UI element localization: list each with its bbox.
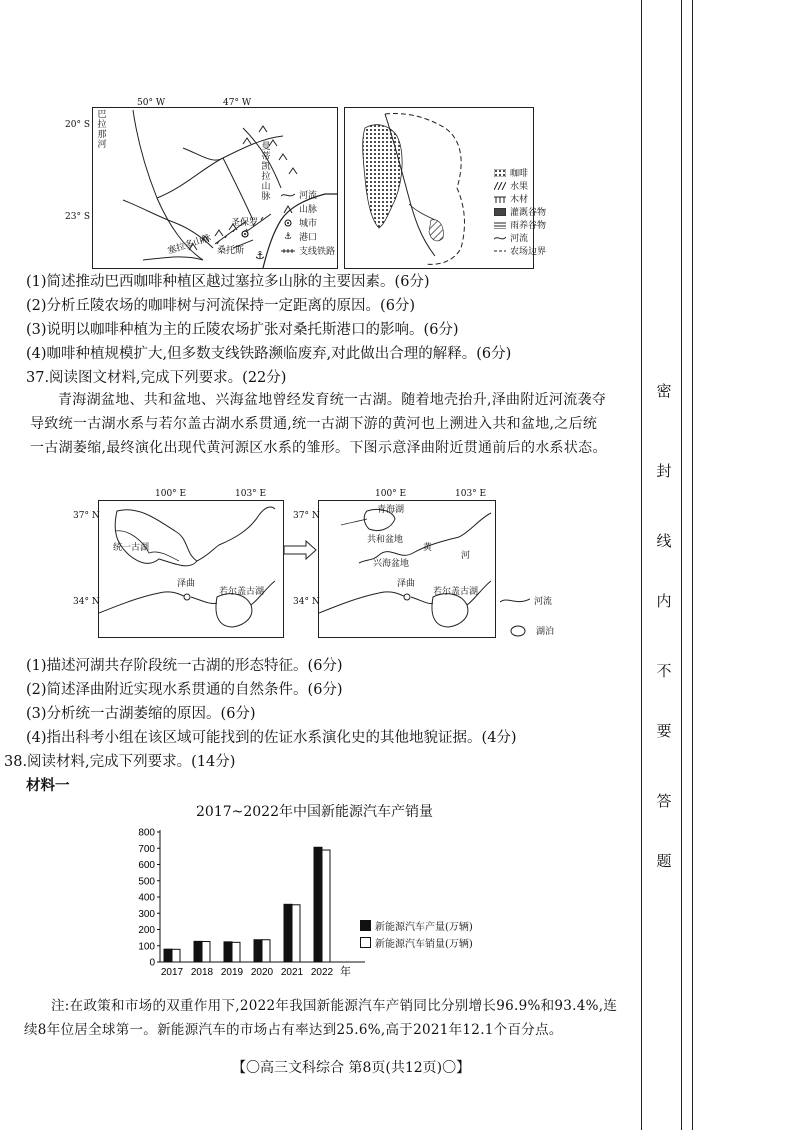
q36-question-2: (2)分析丘陵农场的咖啡树与河流保持一定距离的原因。(6分) bbox=[26, 298, 416, 314]
lake-outline-icon bbox=[510, 625, 526, 637]
q37-question-4: (4)指出科考小组在该区域可能找到的佐证水系演化史的其他地貌证据。(4分) bbox=[26, 730, 517, 746]
q36-question-1: (1)简述推动巴西咖啡种植区越过塞拉多山脉的主要因素。(6分) bbox=[26, 274, 430, 290]
chart-title: 2017~2022年中国新能源汽车产销量 bbox=[196, 804, 433, 820]
bar-production-2017 bbox=[164, 949, 172, 962]
legend-sales: 新能源汽车销量(万辆) bbox=[360, 935, 473, 950]
map1-lon2: 47° W bbox=[223, 98, 252, 108]
legend-timber: 木材 bbox=[494, 192, 528, 205]
y-tick-label: 100 bbox=[138, 941, 155, 953]
seal-char: 题 bbox=[656, 852, 672, 870]
after-lat1: 37° N bbox=[293, 511, 320, 521]
before-lat1: 37° N bbox=[73, 511, 100, 521]
after-lat2: 34° N bbox=[293, 597, 320, 607]
y-tick-label: 400 bbox=[138, 892, 155, 904]
after-lon1: 100° E bbox=[375, 489, 407, 499]
map1-city-label: 圣保罗 bbox=[231, 218, 259, 228]
seal-char: 封 bbox=[656, 462, 672, 480]
after-xinghai-label: 兴海盆地 bbox=[373, 559, 410, 569]
margin-line-1 bbox=[641, 0, 642, 1130]
city-legend-icon bbox=[281, 219, 295, 227]
legend-railway: 支线铁路 bbox=[281, 244, 335, 257]
rainfed-legend-icon bbox=[494, 221, 506, 229]
legend-q37-river: 河流 bbox=[500, 594, 552, 607]
bar-production-2019 bbox=[224, 942, 232, 962]
q37-title: 37.阅读图文材料,完成下列要求。(22分) bbox=[26, 370, 287, 386]
y-tick-label: 800 bbox=[138, 827, 155, 839]
y-tick-label: 500 bbox=[138, 876, 155, 888]
map1-river-label: 巴拉那河 bbox=[97, 110, 107, 150]
before-lake-label: 统一古湖 bbox=[113, 543, 150, 553]
after-ruoergai-label: 若尔盖古湖 bbox=[433, 587, 479, 597]
bar-sales-2021 bbox=[292, 905, 300, 962]
ev-production-sales-chart bbox=[126, 822, 506, 982]
map1-port-label: 桑托斯 bbox=[217, 246, 245, 256]
x-tick-label: 2019 bbox=[220, 967, 244, 978]
seal-char: 线 bbox=[656, 532, 672, 550]
bar-production-2018 bbox=[194, 941, 202, 962]
bar-sales-2019 bbox=[232, 942, 240, 962]
q38-material-label: 材料一 bbox=[26, 777, 70, 794]
legend-port: ⚓ 港口 bbox=[281, 230, 317, 243]
seal-char: 密 bbox=[656, 382, 672, 400]
y-tick-label: 700 bbox=[138, 843, 155, 855]
map1-lat2: 23° S bbox=[65, 212, 90, 222]
river-legend-icon bbox=[281, 191, 295, 199]
q37-question-2: (2)简述泽曲附近实现水系贯通的自然条件。(6分) bbox=[26, 682, 343, 698]
q38-note: 注:在政策和市场的双重作用下,2022年我国新能源汽车产销同比分别增长96.9%和93.4%,连续8年位居全球第一。新能源汽车的市场占有率达到25.6%,高于2021年12.1个百分点。 bbox=[24, 998, 618, 1038]
after-gonghe-label: 共和盆地 bbox=[367, 535, 404, 545]
y-tick-label: 300 bbox=[138, 908, 155, 920]
q37-question-1: (1)描述河湖共存阶段统一古湖的形态特征。(6分) bbox=[26, 658, 343, 674]
y-tick-label: 0 bbox=[149, 957, 155, 969]
water-system-map-after bbox=[293, 489, 496, 638]
fruit-legend-icon bbox=[494, 182, 506, 190]
brazil-coffee-map bbox=[65, 98, 338, 269]
x-tick-label: 2018 bbox=[190, 967, 214, 978]
q36-question-3: (3)说明以咖啡种植为主的丘陵农场扩张对桑托斯港口的影响。(6分) bbox=[26, 322, 459, 338]
river-line-icon bbox=[500, 596, 530, 606]
q37-paragraph: 青海湖盆地、共和盆地、兴海盆地曾经发育统一古湖。随着地壳抬升,泽曲附近河流袭夺导致统一古湖水系与若尔盖古湖水系贯通,统一古湖下游的黄河也上溯进入共和盆地,之后统一古湖萎缩,最终演化出现代黄河源区水系的雏形。下图示意泽曲附近贯通前后的水系状态。 bbox=[30, 392, 607, 456]
river2-legend-icon bbox=[494, 234, 506, 242]
after-qinghai-label: 青海湖 bbox=[377, 505, 405, 515]
margin-line-2 bbox=[681, 0, 682, 1130]
map-after-drawing bbox=[319, 501, 495, 637]
legend-boundary: 农场边界 bbox=[494, 244, 546, 257]
x-tick-label: 2017 bbox=[160, 967, 184, 978]
seal-char: 不 bbox=[656, 662, 672, 680]
sales-swatch bbox=[360, 937, 371, 948]
after-lon2: 103° E bbox=[455, 489, 487, 499]
x-axis-unit: 年 bbox=[340, 965, 351, 978]
before-ruoergai-label: 若尔盖古湖 bbox=[219, 587, 265, 597]
x-tick-label: 2020 bbox=[250, 967, 274, 978]
map1-lat1: 20° S bbox=[65, 120, 90, 130]
seal-char: 答 bbox=[656, 792, 672, 810]
map1-mountain2-label: 塞拉多山脉 bbox=[166, 233, 213, 257]
bar-sales-2020 bbox=[262, 940, 270, 962]
margin-line-3 bbox=[692, 0, 693, 1130]
legend-rainfed: 雨养谷物 bbox=[494, 218, 546, 231]
legend-fruit: 水果 bbox=[494, 179, 528, 192]
water-system-map-before bbox=[73, 489, 284, 638]
map-before-drawing bbox=[99, 501, 283, 637]
page-footer: 【〇高三文科综合 第8页(共12页)〇】 bbox=[232, 1060, 471, 1076]
bar-sales-2022 bbox=[322, 850, 330, 962]
x-tick-label: 2022 bbox=[310, 967, 334, 978]
y-tick-label: 200 bbox=[138, 925, 155, 936]
legend-q37-lake: 湖泊 bbox=[510, 624, 554, 637]
q37-question-3: (3)分析统一古湖萎缩的原因。(6分) bbox=[26, 706, 256, 722]
after-zequ-label: 泽曲 bbox=[397, 579, 416, 589]
bar-production-2020 bbox=[254, 940, 262, 962]
bar-sales-2017 bbox=[172, 949, 180, 962]
legend-river2: 河流 bbox=[494, 231, 528, 244]
legend-mountain: 山脉 bbox=[281, 202, 317, 215]
timber-legend-icon bbox=[494, 195, 506, 203]
production-swatch bbox=[360, 920, 371, 931]
after-huang-label: 黄 bbox=[423, 543, 433, 553]
x-tick-label: 2021 bbox=[280, 967, 304, 978]
boundary-legend-icon bbox=[494, 247, 506, 255]
legend-production: 新能源汽车产量(万辆) bbox=[360, 918, 473, 933]
bar-production-2021 bbox=[284, 904, 292, 962]
q36-question-4: (4)咖啡种植规模扩大,但多数支线铁路濒临废弃,对此做出合理的解释。(6分) bbox=[26, 346, 512, 362]
svg-text:⚓: ⚓ bbox=[255, 249, 265, 262]
q38-title: 38.阅读材料,完成下列要求。(14分) bbox=[4, 754, 236, 770]
seal-char: 要 bbox=[656, 722, 672, 740]
after-he-label: 河 bbox=[461, 551, 471, 561]
legend-irrigated: 灌溉谷物 bbox=[494, 205, 546, 218]
map1-lon1: 50° W bbox=[137, 98, 166, 108]
transition-arrow-icon bbox=[284, 540, 318, 560]
before-lat2: 34° N bbox=[73, 597, 100, 607]
map1-mountain1-label: 曼蒂凯拉山脉 bbox=[261, 142, 271, 202]
coffee-legend-icon bbox=[494, 169, 506, 177]
legend-river: 河流 bbox=[281, 188, 317, 201]
railway-legend-icon bbox=[281, 247, 295, 255]
before-lon1: 100° E bbox=[155, 489, 187, 499]
legend-city: 城市 bbox=[281, 216, 317, 229]
irrigated-legend-icon bbox=[494, 208, 506, 216]
bar-production-2022 bbox=[314, 847, 322, 962]
legend-coffee: 咖啡 bbox=[494, 166, 528, 179]
before-lon2: 103° E bbox=[235, 489, 267, 499]
seal-char: 内 bbox=[656, 592, 672, 610]
mountain-legend-icon bbox=[281, 205, 295, 213]
anchor-icon: ⚓ bbox=[283, 231, 293, 242]
bar-sales-2018 bbox=[202, 942, 210, 962]
y-tick-label: 600 bbox=[138, 860, 155, 871]
before-zequ-label: 泽曲 bbox=[177, 579, 196, 589]
